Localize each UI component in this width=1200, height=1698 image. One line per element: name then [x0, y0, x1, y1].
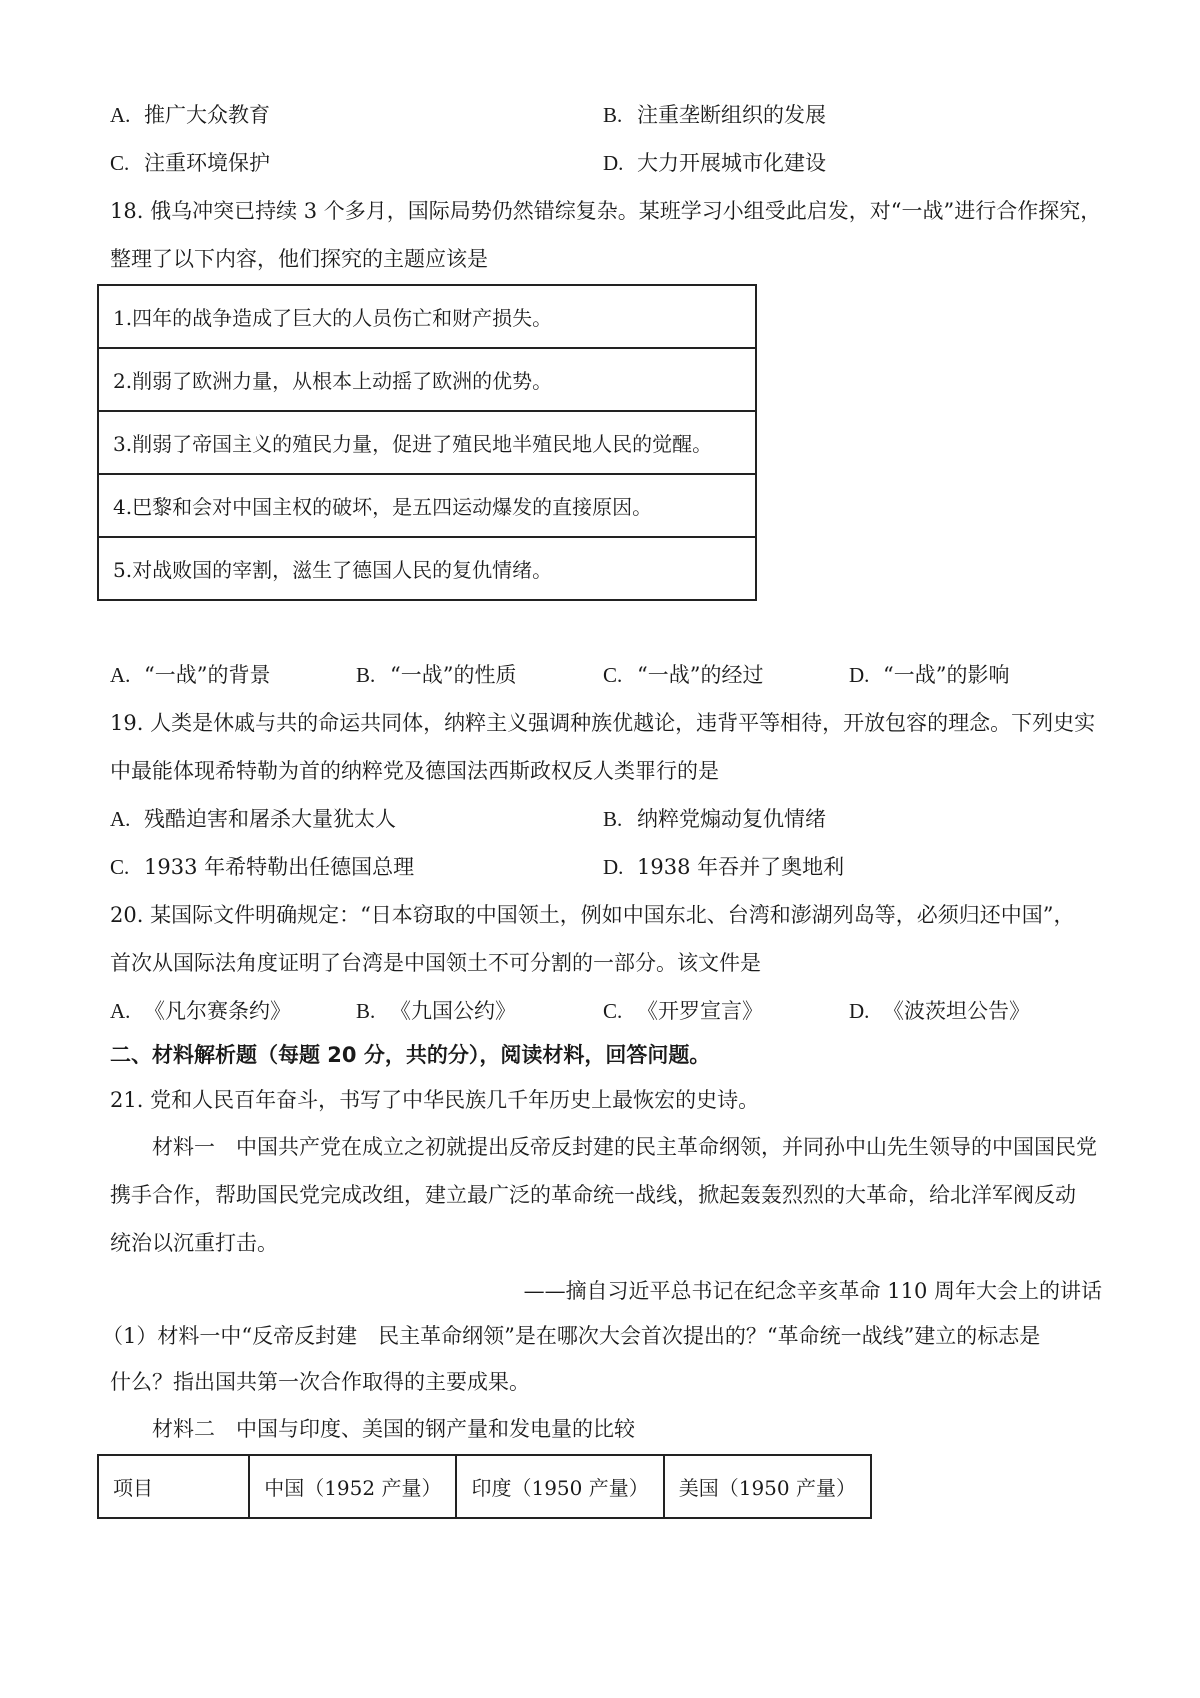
q21-stem: 21. 党和人民百年奋斗，书写了中华民族几千年历史上最恢宏的史诗。 — [110, 1088, 760, 1112]
table-cell: 1.四年的战争造成了巨大的人员伤亡和财产损失。 — [98, 285, 756, 348]
q18-option-a[interactable] — [110, 660, 270, 690]
option-label: B. — [356, 663, 376, 687]
option-label: D. — [849, 999, 870, 1023]
q21-question1-line2: 什么？指出国共第一次合作取得的主要成果。 — [110, 1370, 530, 1394]
q18-option-c[interactable] — [603, 660, 763, 690]
option-text: 《九国公约》 — [390, 999, 516, 1023]
option-label: C. — [110, 855, 130, 879]
table-row — [98, 1455, 871, 1518]
q18-stem-line1: 18. 俄乌冲突已持续 3 个多月，国际局势仍然错综复杂。某班学习小组受此启发，对“一战”进行合作探究， — [110, 199, 1102, 223]
table-cell: 5.对战败国的宰割，滋生了德国人民的复仇情绪。 — [98, 537, 756, 600]
option-text: 1933 年希特勒出任德国总理 — [144, 855, 415, 879]
q18-option-b[interactable] — [356, 660, 516, 690]
option-text: 残酷迫害和屠杀大量犹太人 — [144, 807, 396, 831]
option-label: A. — [110, 663, 131, 687]
q21-material2-title: 材料二 中国与印度、美国的钢产量和发电量的比较 — [152, 1417, 635, 1441]
q20-option-a[interactable] — [110, 996, 291, 1026]
q21-comparison-table — [97, 1454, 872, 1519]
option-label: B. — [356, 999, 376, 1023]
table-row — [98, 537, 756, 600]
option-label: A. — [110, 807, 131, 831]
q20-option-c[interactable] — [603, 996, 763, 1026]
option-text: “一战”的背景 — [144, 663, 271, 687]
option-text: 纳粹党煽动复仇情绪 — [637, 807, 826, 831]
option-label: A. — [110, 103, 131, 127]
option-label: D. — [603, 855, 624, 879]
table-cell: 2.削弱了欧洲力量，从根本上动摇了欧洲的优势。 — [98, 348, 756, 411]
q19-stem-line1: 19. 人类是休戚与共的命运共同体，纳粹主义强调种族优越论，违背平等相待，开放包容的理念。下列史实 — [110, 711, 1096, 735]
q21-material1-line1: 材料一 中国共产党在成立之初就提出反帝反封建的民主革命纲领，并同孙中山先生领导的中国国民党 — [152, 1135, 1097, 1159]
option-text: 大力开展城市化建设 — [637, 151, 826, 175]
table-row — [98, 285, 756, 348]
option-label: C. — [603, 663, 623, 687]
table-row — [98, 411, 756, 474]
table-row — [98, 474, 756, 537]
table-cell: 3.削弱了帝国主义的殖民力量，促进了殖民地半殖民地人民的觉醒。 — [98, 411, 756, 474]
option-text: 注重环境保护 — [144, 151, 270, 175]
table-cell: 4.巴黎和会对中国主权的破坏，是五四运动爆发的直接原因。 — [98, 474, 756, 537]
option-text: 《开罗宣言》 — [637, 999, 763, 1023]
q17-option-c[interactable] — [110, 148, 270, 178]
q19-stem-line2: 中最能体现希特勒为首的纳粹党及德国法西斯政权反人类罪行的是 — [110, 759, 719, 783]
option-label: C. — [110, 151, 130, 175]
q19-option-b[interactable] — [603, 804, 826, 834]
q20-option-b[interactable] — [356, 996, 516, 1026]
q21-material1-line3: 统治以沉重打击。 — [110, 1231, 278, 1255]
table-header-cell: 中国（1952 产量） — [249, 1455, 456, 1518]
option-text: “一战”的性质 — [390, 663, 517, 687]
option-text: 注重垄断组织的发展 — [637, 103, 826, 127]
q17-option-d[interactable] — [603, 148, 826, 178]
option-label: D. — [603, 151, 624, 175]
q20-option-d[interactable] — [849, 996, 1030, 1026]
table-row — [98, 348, 756, 411]
option-text: 1938 年吞并了奥地利 — [637, 855, 845, 879]
q20-stem-line2: 首次从国际法角度证明了台湾是中国领土不可分割的一部分。该文件是 — [110, 951, 761, 975]
q17-option-a[interactable] — [110, 100, 270, 130]
option-text: 推广大众教育 — [144, 103, 270, 127]
q19-option-c[interactable] — [110, 852, 414, 882]
q18-option-d[interactable] — [849, 660, 1009, 690]
q18-material-table — [97, 284, 757, 601]
table-header-cell: 印度（1950 产量） — [456, 1455, 663, 1518]
table-header-cell: 美国（1950 产量） — [664, 1455, 871, 1518]
option-text: “一战”的经过 — [637, 663, 764, 687]
q21-question1-line1: （1）材料一中“反帝反封建 民主革命纲领”是在哪次大会首次提出的？“革命统一战线”建立的标志是 — [102, 1324, 1041, 1348]
section-heading: 二、材料解析题（每题 20 分，共的分），阅读材料，回答问题。 — [110, 1043, 711, 1067]
q21-material1-line2: 携手合作，帮助国民党完成改组，建立最广泛的革命统一战线，掀起轰轰烈烈的大革命，给北洋军阀反动 — [110, 1183, 1076, 1207]
option-label: B. — [603, 807, 623, 831]
option-label: C. — [603, 999, 623, 1023]
option-label: A. — [110, 999, 131, 1023]
option-text: “一战”的影响 — [883, 663, 1010, 687]
option-label: B. — [603, 103, 623, 127]
q21-material1-source: ——摘自习近平总书记在纪念辛亥革命 110 周年大会上的讲话 — [523, 1279, 1102, 1303]
q20-stem-line1: 20. 某国际文件明确规定：“日本窃取的中国领土，例如中国东北、台湾和澎湖列岛等，必须归还中国”， — [110, 903, 1075, 927]
option-label: D. — [849, 663, 870, 687]
table-header-cell: 项目 — [98, 1455, 249, 1518]
option-text: 《波茨坦公告》 — [883, 999, 1030, 1023]
q18-stem-line2: 整理了以下内容，他们探究的主题应该是 — [110, 247, 488, 271]
q19-option-d[interactable] — [603, 852, 844, 882]
q19-option-a[interactable] — [110, 804, 396, 834]
q17-option-b[interactable] — [603, 100, 826, 130]
option-text: 《凡尔赛条约》 — [144, 999, 291, 1023]
